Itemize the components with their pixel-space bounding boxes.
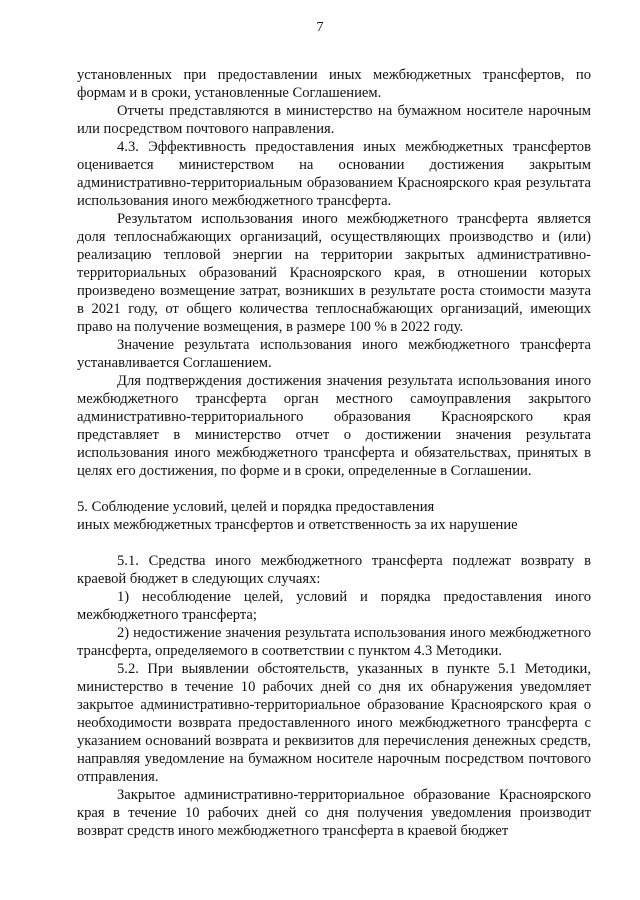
paragraph: установленных при предоставлении иных межбюджетных трансфертов, по формам и в сроки, установленные Соглашением.	[77, 67, 591, 101]
paragraph: Отчеты представляются в министерство на бумажном носителе нарочным или посредством почтового направления.	[77, 103, 591, 137]
section-heading-line: 5. Соблюдение условий, целей и порядка предоставления	[77, 499, 435, 515]
page-number: 7	[316, 20, 324, 35]
paragraph: 4.3. Эффективность предоставления иных межбюджетных трансфертов оценивается министерством на основании достижения закрытым административно-территориальным образованием Красноярского края результата использования иного межбюджетного трансферта.	[77, 139, 591, 209]
paragraph: 5.2. При выявлении обстоятельств, указанных в пункте 5.1 Методики, министерство в течение 10 рабочих дней со дня их обнаружения уведомляет закрытое административно-территориальное образование Красноярского края о необходимости возврата предоставленного иного межбюджетного трансферта с указанием оснований возврата и реквизитов для перечисления денежных средств, направляя уведомление на бумажном носителе нарочным посредством почтового отправления.	[77, 661, 591, 785]
section-heading-line: иных межбюджетных трансфертов и ответственность за их нарушение	[77, 517, 518, 533]
section-heading	[77, 498, 591, 534]
paragraph: 5.1. Средства иного межбюджетного трансферта подлежат возврату в краевой бюджет в следующих случаях:	[77, 553, 591, 587]
paragraph: Результатом использования иного межбюджетного трансферта является доля теплоснабжающих организаций, осуществляющих производство и (или) реализацию тепловой энергии на территории закрытых административно-территориальных образований Красноярского края, в отношении которых произведено возмещение затрат, возникших в результате роста стоимости мазута в 2021 году, от общего количества теплоснабжающих организаций, имеющих право на получение возмещения, в размере 100 % в 2022 году.	[77, 211, 591, 335]
paragraph: Для подтверждения достижения значения результата использования иного межбюджетного трансферта орган местного самоуправления закрытого административно-территориального образования Красноярского края представляет в министерство отчет о достижении значения результата использования иного межбюджетного трансферта и обязательствах, принятых в целях его достижения, по форме и в сроки, определенные в Соглашении.	[77, 373, 591, 479]
paragraph: Закрытое административно-территориальное образование Красноярского края в течение 10 рабочих дней со дня получения уведомления производит возврат средств иного межбюджетного трансферта в краевой бюджет	[77, 787, 591, 839]
body-text	[77, 66, 591, 840]
paragraph: Значение результата использования иного межбюджетного трансферта устанавливается Соглашением.	[77, 337, 591, 371]
paragraph: 1) несоблюдение целей, условий и порядка предоставления иного межбюджетного трансферта;	[77, 589, 591, 623]
paragraph: 2) недостижение значения результата использования иного межбюджетного трансферта, определяемого в соответствии с пунктом 4.3 Методики.	[77, 625, 591, 659]
